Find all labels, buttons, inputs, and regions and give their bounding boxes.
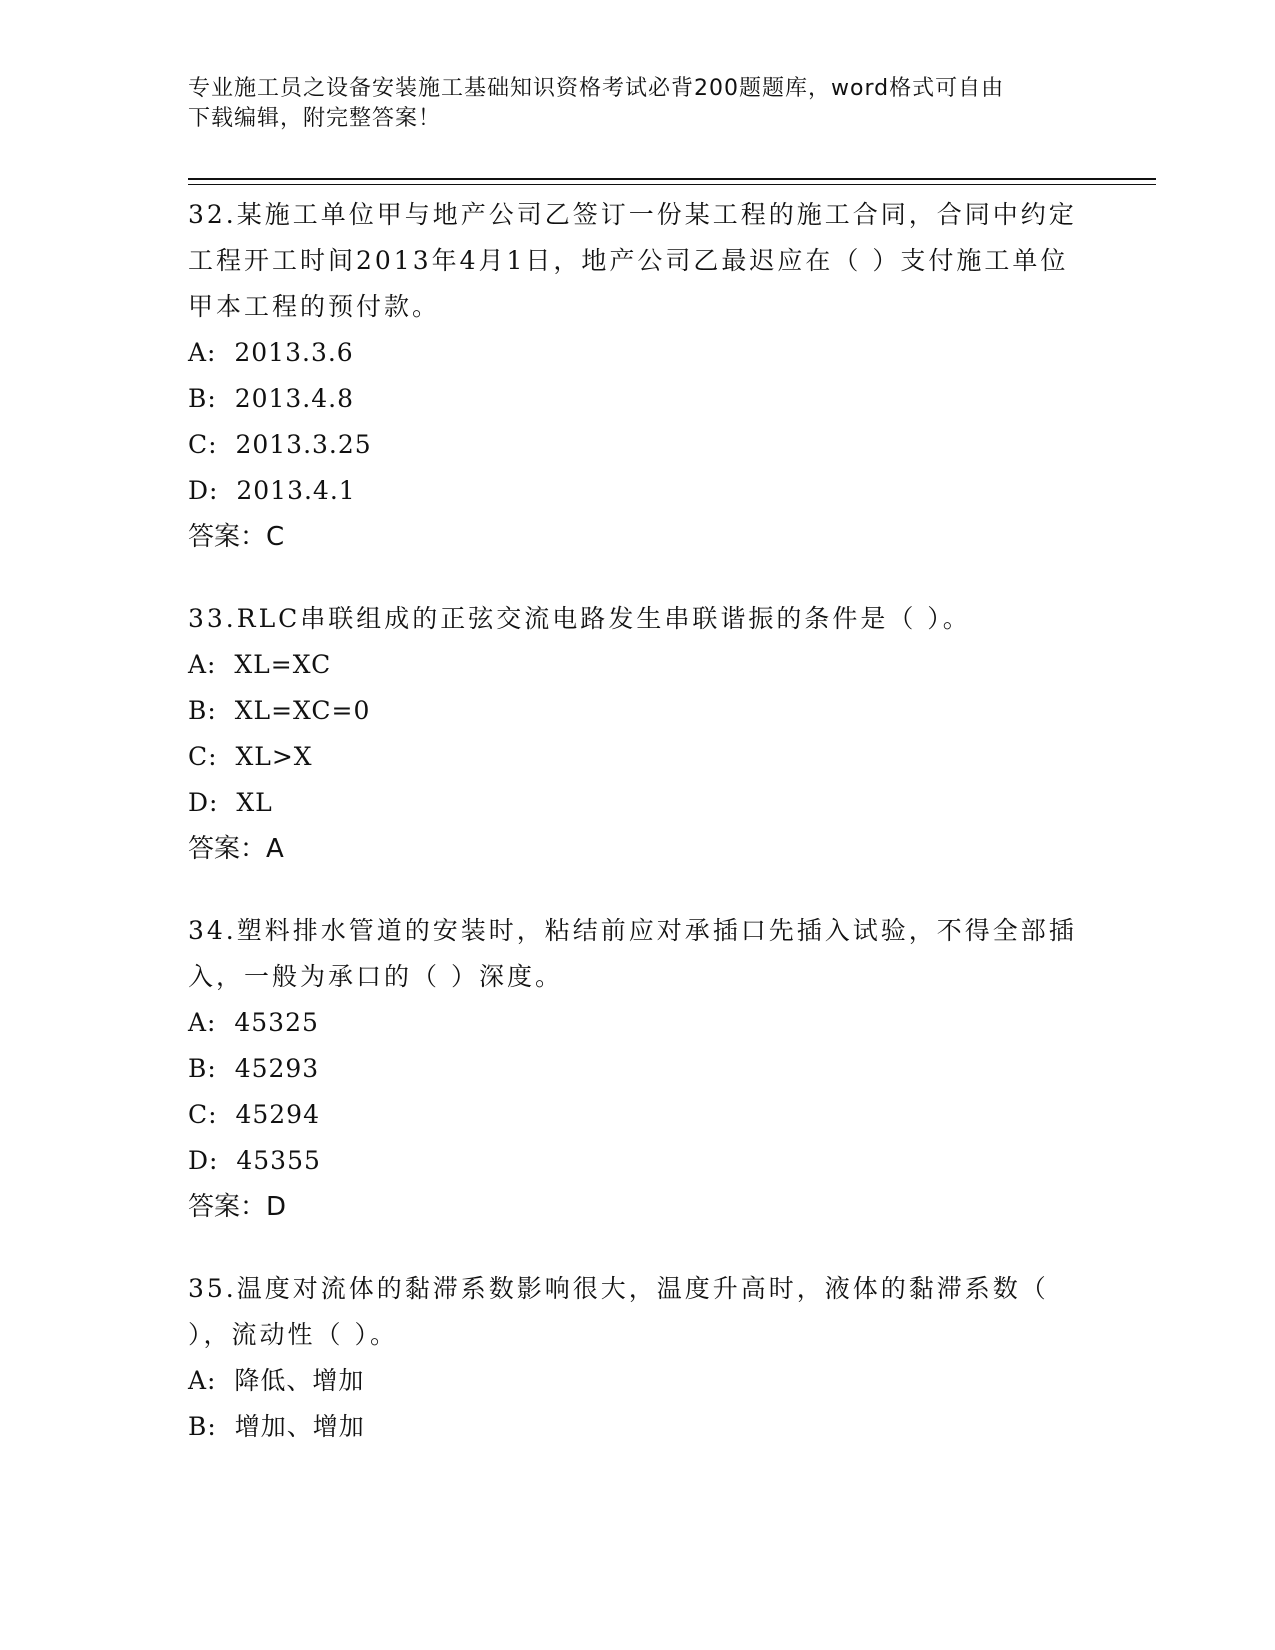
option-a: A: 降低、增加 [188,1366,365,1395]
option-d: D: XL [188,788,273,817]
header-divider-thick [188,178,1156,180]
header-line-2: 下载编辑，附完整答案！ [188,106,442,131]
option-a: A: 45325 [188,1008,319,1037]
option-d: D: 2013.4.1 [188,476,356,505]
question-stem: 35.温度对流体的黏滞系数影响很大，温度升高时，液体的黏滞系数（ ），流动性（ ）。 [188,1274,1049,1349]
answer-label: 答案：D [188,1192,287,1222]
option-d: D: 45355 [188,1146,321,1175]
header-line-1: 专业施工员之设备安装施工基础知识资格考试必背200题题库，word格式可自由 [188,76,1005,101]
answer-label: 答案：C [188,522,285,552]
question-stem: 33.RLC串联组成的正弦交流电路发生串联谐振的条件是（ ）。 [188,604,971,633]
answer-label: 答案：A [188,834,284,864]
question-stem: 34.塑料排水管道的安装时，粘结前应对承插口先插入试验，不得全部插入，一般为承口的（ ）深度。 [188,916,1077,991]
option-b: B: 增加、增加 [188,1412,365,1441]
question-34 [188,908,1088,1230]
header-divider-thin [188,184,1156,185]
option-c: C: XL>X [188,742,313,771]
question-33 [188,596,1088,872]
option-b: B: 45293 [188,1054,320,1083]
question-35 [188,1266,1088,1450]
option-a: A: 2013.3.6 [188,338,354,367]
option-c: C: 2013.3.25 [188,430,372,459]
option-c: C: 45294 [188,1100,320,1129]
question-stem: 32.某施工单位甲与地产公司乙签订一份某工程的施工合同，合同中约定工程开工时间2013年4月1日，地产公司乙最迟应在（ ）支付施工单位甲本工程的预付款。 [188,200,1077,321]
option-b: B: XL=XC=0 [188,696,371,725]
question-32 [188,192,1088,560]
document-header [188,74,1078,134]
option-b: B: 2013.4.8 [188,384,355,413]
question-list [188,192,1088,1486]
option-a: A: XL=XC [188,650,332,679]
